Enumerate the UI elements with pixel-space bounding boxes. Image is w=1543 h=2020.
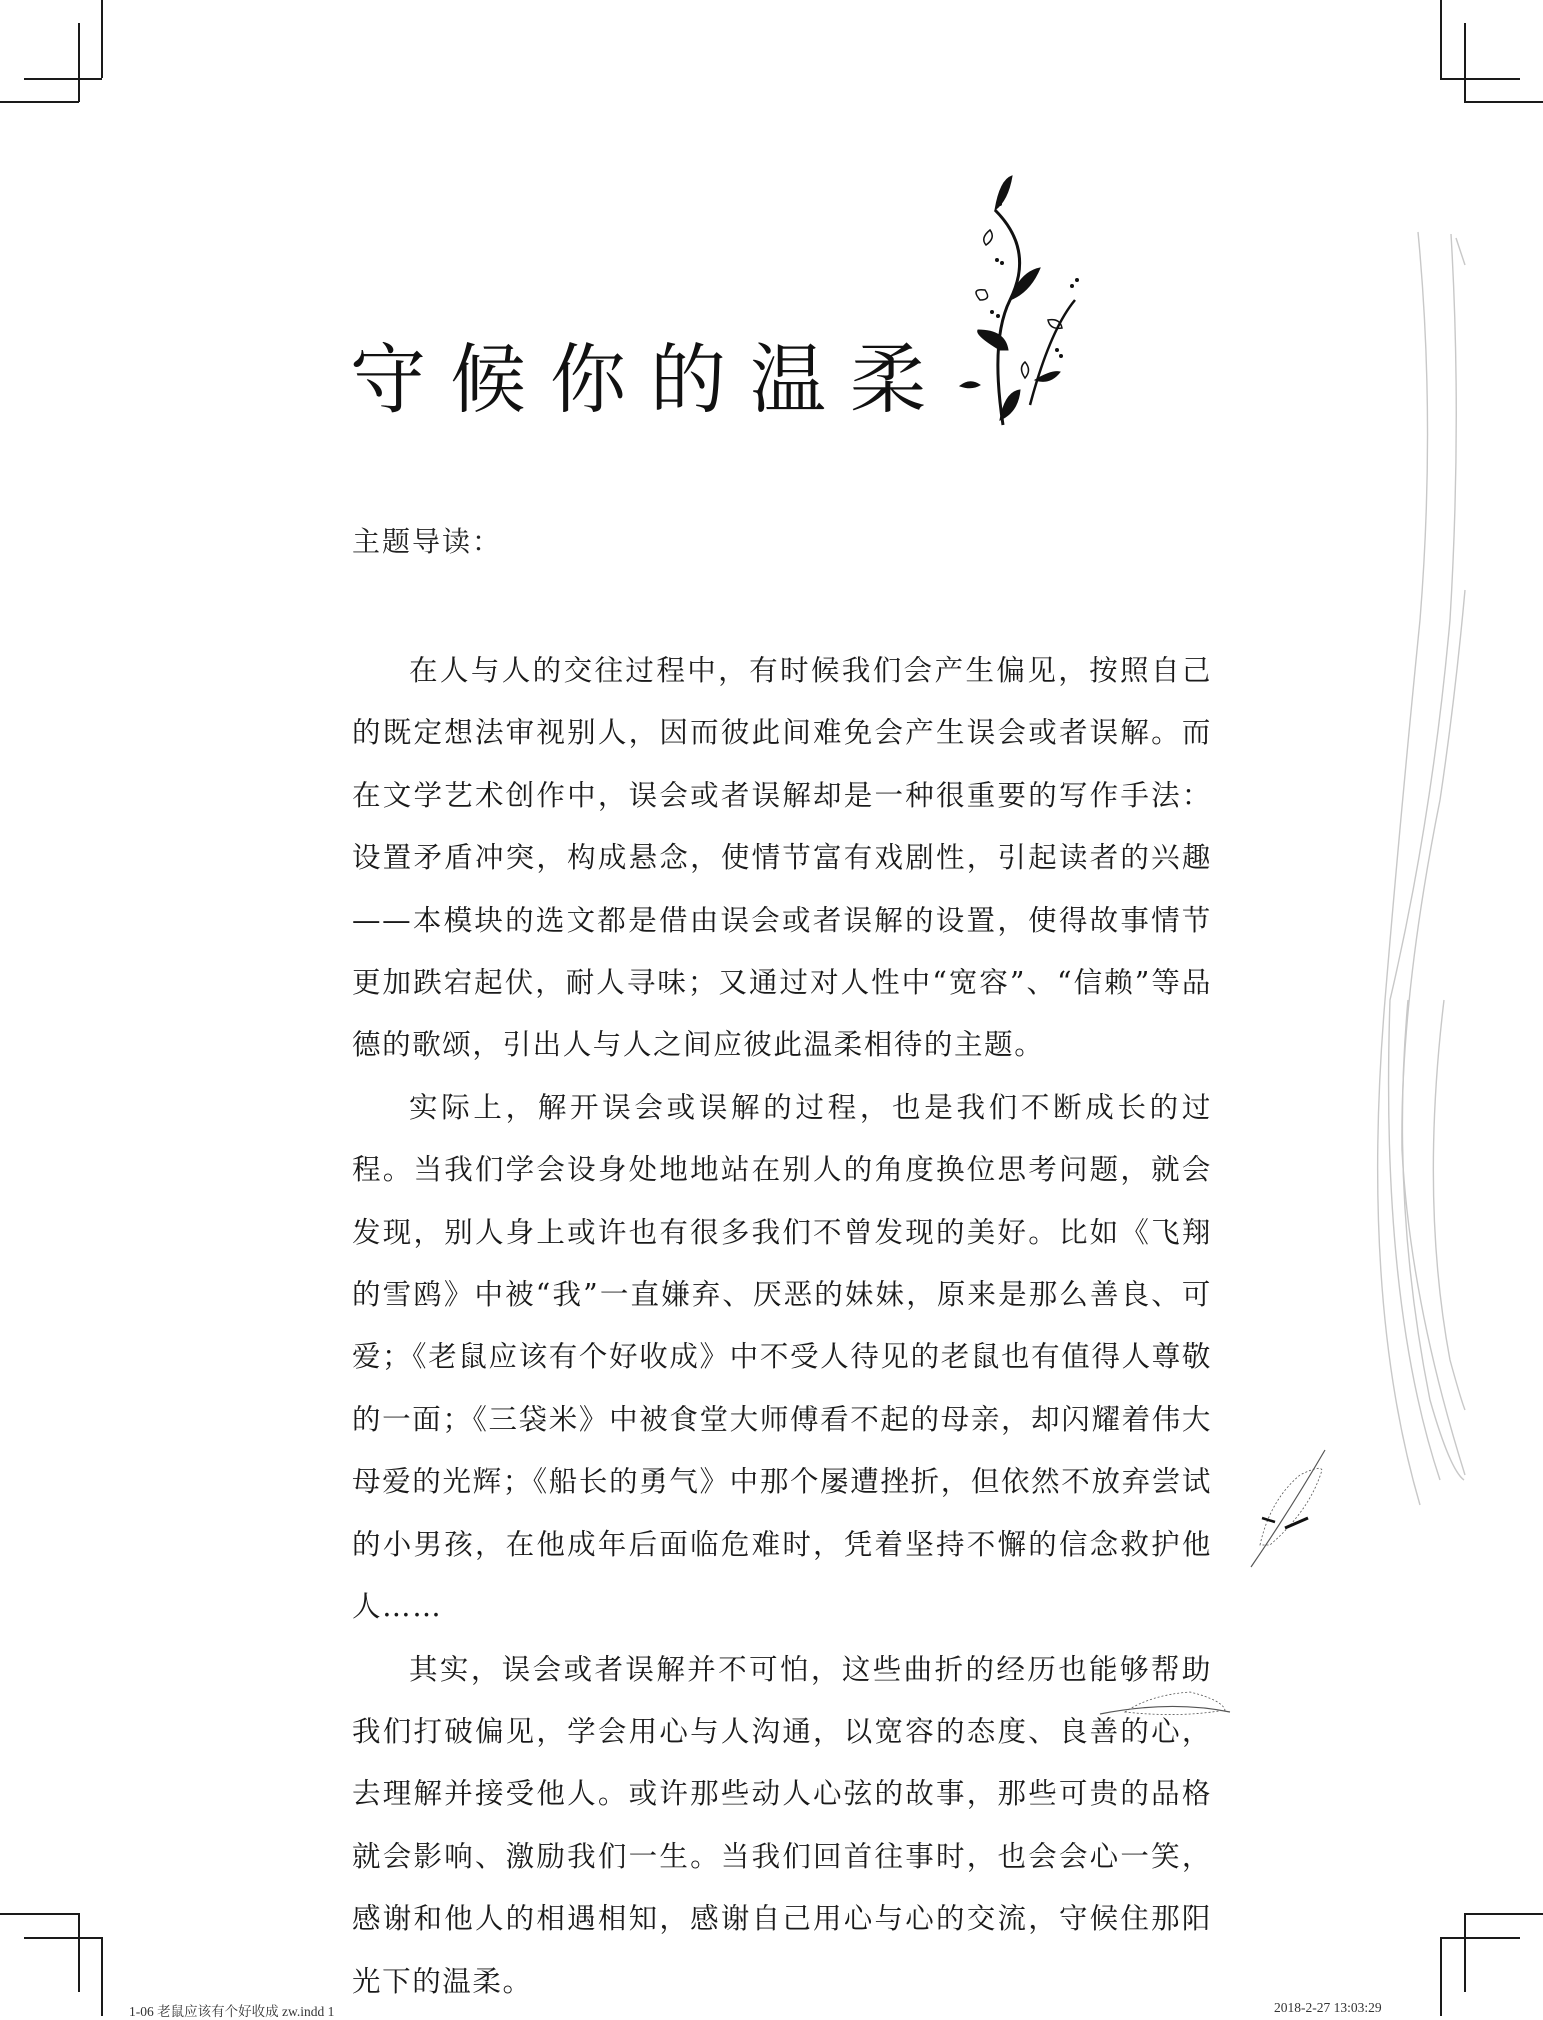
vine-leaves-icon <box>960 176 1079 425</box>
body-text <box>352 640 1212 2013</box>
paragraph: 实际上，解开误会或误解的过程，也是我们不断成长的过程。当我们学会设身处地地站在别人的角度换位思考问题，就会发现，别人身上或许也有很多我们不曾发现的美好。比如《飞翔的雪鸥》中被“我”一直嫌弃、厌恶的妹妹，原来是那么善良、可爱；《老鼠应该有个好收成》中不受人待见的老鼠也有值得人尊敬的一面；《三袋米》中被食堂大师傅看不起的母亲，却闪耀着伟大母爱的光辉；《船长的勇气》中那个屡遭挫折，但依然不放弃尝试的小男孩，在他成年后面临危难时，凭着坚持不懈的信念救护他人…… <box>352 1090 1212 1624</box>
footer-file-info: 1-06 老鼠应该有个好收成 zw.indd 1 <box>129 2004 335 2019</box>
section-label: 主题导读： <box>352 525 503 558</box>
paragraph: 其实，误会或者误解并不可怕，这些曲折的经历也能够帮助我们打破偏见，学会用心与人沟通，以宽容的态度、良善的心，去理解并接受他人。或许那些动人心弦的故事，那些可贵的品格就会影响、激励我们一生。当我们回首往事时，也会会心一笑，感谢和他人的相遇相知，感谢自己用心与心的交流，守候住那阳光下的温柔。 <box>352 1652 1212 1998</box>
curved-lines <box>1378 232 1465 1505</box>
page-title: 守候你的温柔 <box>350 335 950 424</box>
feather-icon <box>1251 1450 1325 1567</box>
footer-timestamp: 2018-2-27 13:03:29 <box>1274 2000 1382 2015</box>
paragraph: 在人与人的交往过程中，有时候我们会产生偏见，按照自己的既定想法审视别人，因而彼此间难免会产生误会或者误解。而在文学艺术创作中，误会或者误解却是一种很重要的写作手法：设置矛盾冲突，构成悬念，使情节富有戏剧性，引起读者的兴趣——本模块的选文都是借由误会或者误解的设置，使得故事情节更加跌宕起伏，耐人寻味；又通过对人性中“宽容”、“信赖”等品德的歌颂，引出人与人之间应彼此温柔相待的主题。 <box>352 654 1212 1062</box>
